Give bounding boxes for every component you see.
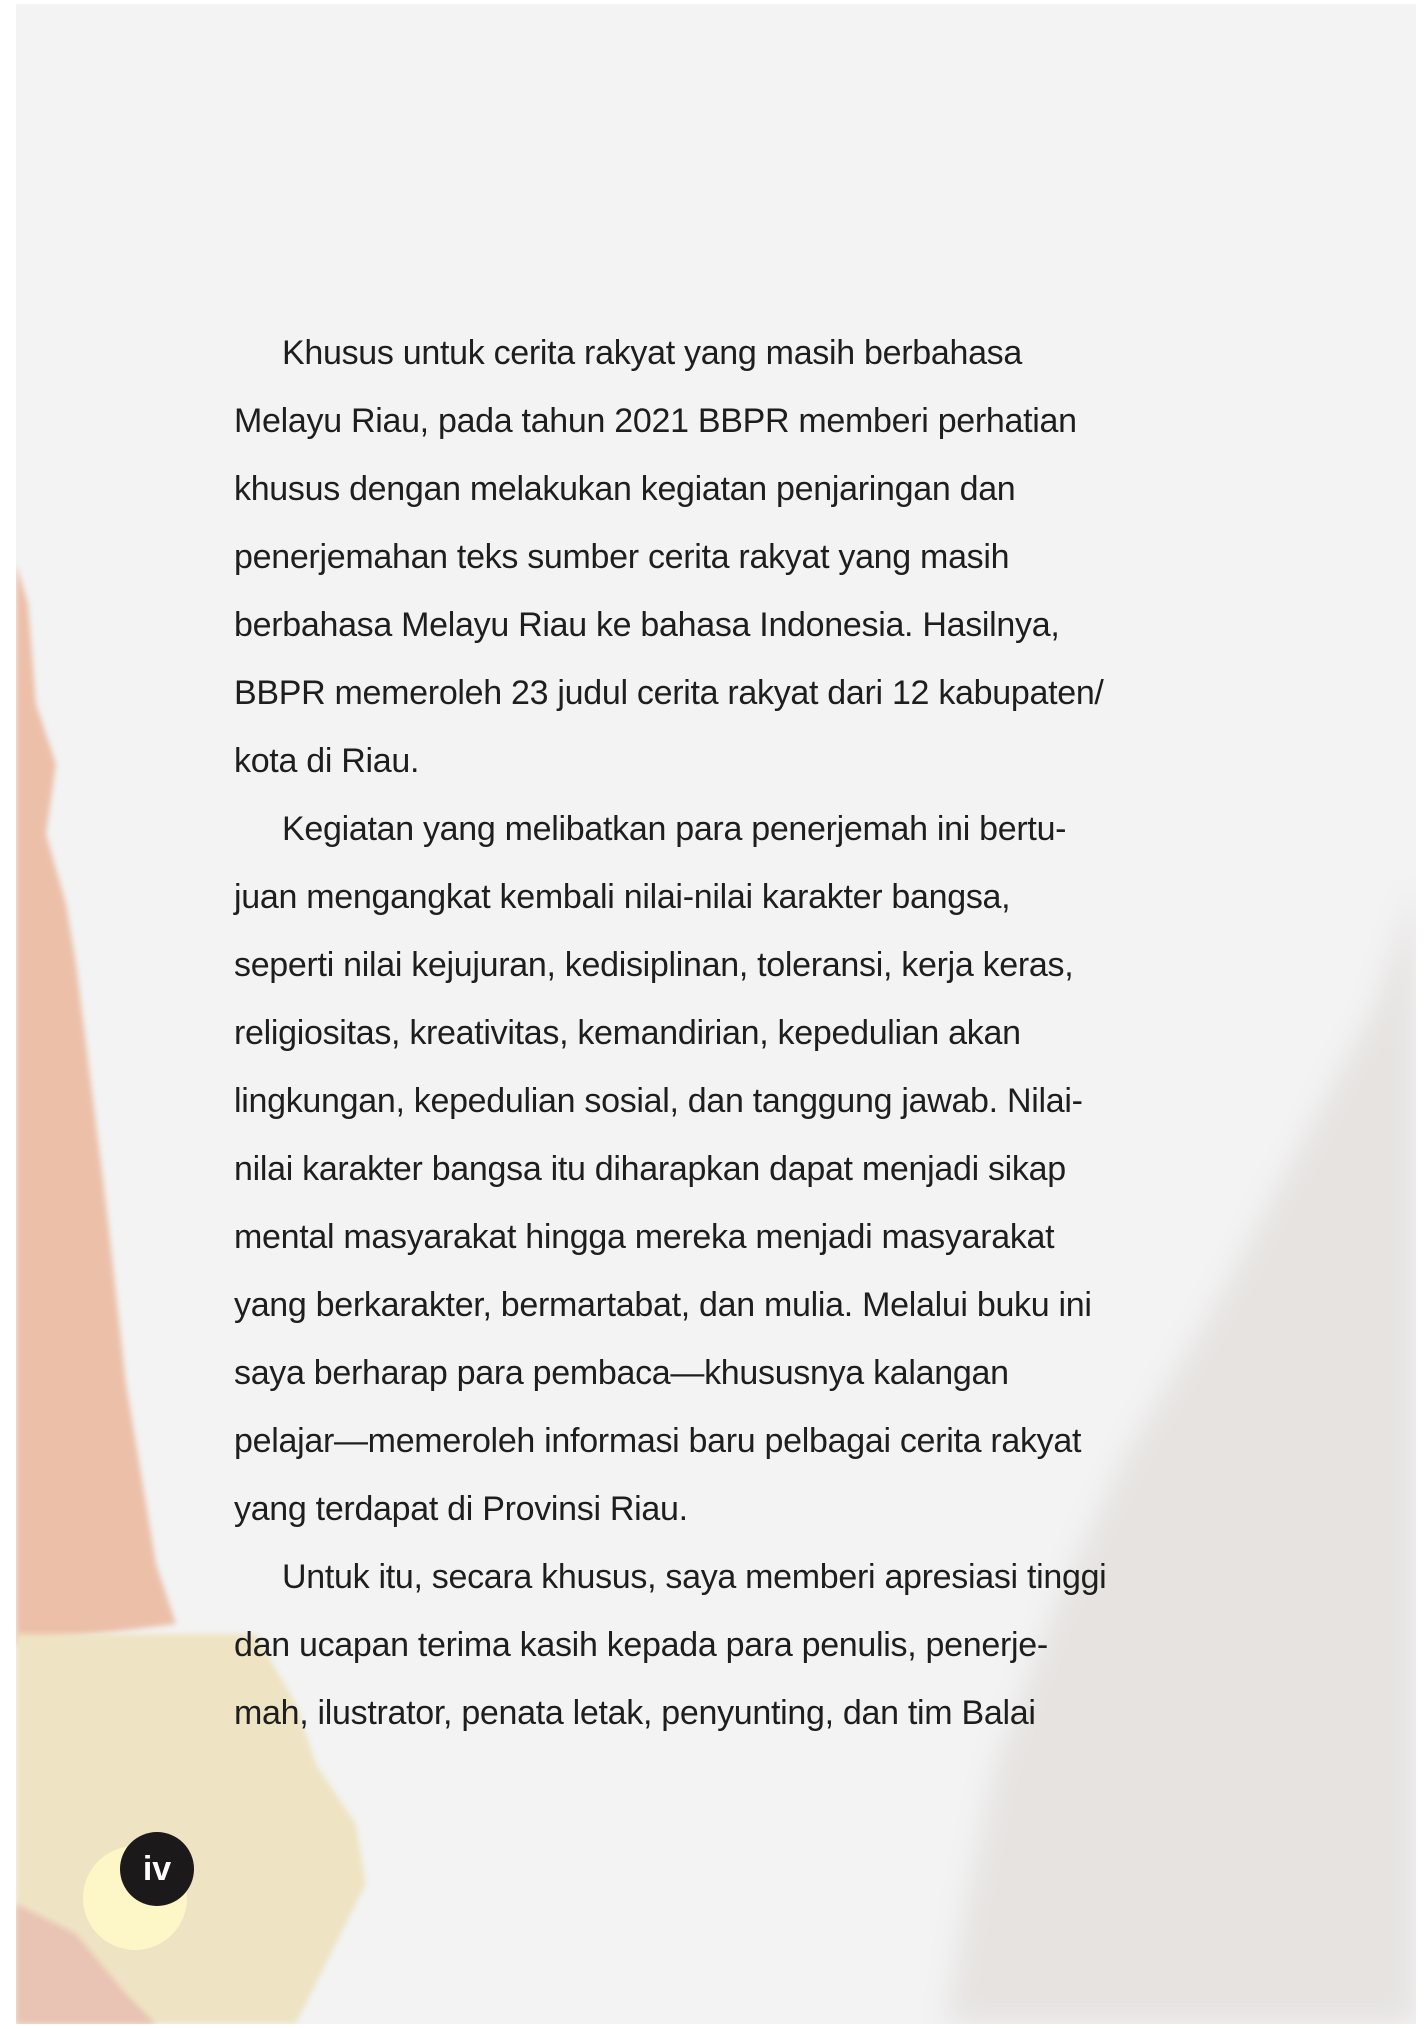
text-line: BBPR memeroleh 23 judul cerita rakyat dari 12 kabupaten/ xyxy=(234,674,1104,712)
text-line: mental masyarakat hingga mereka menjadi masyarakat xyxy=(234,1218,1055,1256)
text-line: khusus dengan melakukan kegiatan penjaringan dan xyxy=(234,470,1016,508)
text-line: nilai karakter bangsa itu diharapkan dapat menjadi sikap xyxy=(234,1150,1066,1188)
text-line: religiositas, kreativitas, kemandirian, kepedulian akan xyxy=(234,1014,1021,1052)
text-line: pelajar—memeroleh informasi baru pelbagai cerita rakyat xyxy=(234,1422,1082,1460)
text-line: dan ucapan terima kasih kepada para penulis, penerje- xyxy=(234,1626,1048,1664)
text-line: yang berkarakter, bermartabat, dan mulia. Melalui buku ini xyxy=(234,1286,1092,1324)
peach-wash-left xyxy=(16,564,176,1644)
text-line: Untuk itu, secara khusus, saya memberi apresiasi tinggi xyxy=(282,1558,1107,1596)
text-line: Kegiatan yang melibatkan para penerjemah ini bertu- xyxy=(282,810,1067,848)
text-line: yang terdapat di Provinsi Riau. xyxy=(234,1490,688,1528)
text-line: juan mengangkat kembali nilai-nilai karakter bangsa, xyxy=(234,878,1011,916)
page-number-badge: iv xyxy=(120,1832,194,1906)
text-line: saya berharap para pembaca—khususnya kalangan xyxy=(234,1354,1009,1392)
text-line: Melayu Riau, pada tahun 2021 BBPR memberi perhatian xyxy=(234,402,1077,440)
text-line: penerjemahan teks sumber cerita rakyat yang masih xyxy=(234,538,1010,576)
text-line: kota di Riau. xyxy=(234,742,420,780)
text-line: seperti nilai kejujuran, kedisiplinan, toleransi, kerja keras, xyxy=(234,946,1074,984)
book-page xyxy=(16,4,1416,2024)
text-line: Khusus untuk cerita rakyat yang masih berbahasa xyxy=(282,334,1022,372)
text-line: lingkungan, kepedulian sosial, dan tanggung jawab. Nilai- xyxy=(234,1082,1083,1120)
text-line: mah, ilustrator, penata letak, penyunting, dan tim Balai xyxy=(234,1694,1036,1732)
text-line: berbahasa Melayu Riau ke bahasa Indonesia. Hasilnya, xyxy=(234,606,1060,644)
